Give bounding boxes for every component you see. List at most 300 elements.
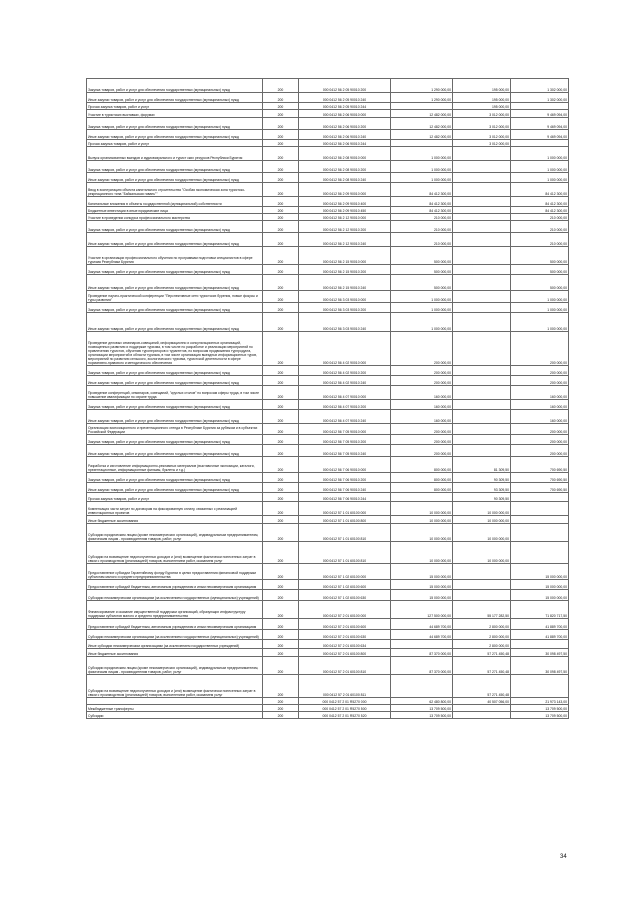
row-unexecuted-cell: 15 000 000,00 [511, 590, 569, 601]
row-name-cell: Проведение деловых семинаров-совещаний, информационно и консультационных организаций, посвященных развитию и поддержке туризма, в том числе по разработке и реализации мероприятий по привлечению туристов, обучению туроператоров и турагентов, по вопросам продвижения турпродукта, организации мероприятий в области туризма, в том числе организация выездных информационных туров, мероприятий по развитию сельского, экологического туризма, туристской деятельности в сфере нормативно-правового и методического обеспечения [87, 332, 263, 366]
row-name-cell: Иные закупки товаров, работ и услуг для обеспечения государственных (муниципальных) нужд [87, 233, 263, 247]
row-name-cell: Организация экспозиционного и презентационного стенда в Республике Бурятия за рубежом и в субъектах Российской Федерации [87, 424, 263, 435]
row-approved-cell: 84 412 300,00 [391, 207, 453, 214]
row-approved-cell: 1 000 000,00 [391, 173, 453, 183]
row-unexecuted-cell: 500 000,00 [511, 275, 569, 291]
row-executed-cell [453, 197, 511, 207]
row-kbk-cell: 000 0412 56 7 06 90010 240 [299, 483, 391, 493]
row-kbk-cell: 000 0412 56 2 08 90010 240 [299, 173, 391, 183]
row-name-cell: Прочая закупка товаров, работ и услуг [87, 103, 263, 110]
row-kbk-cell: 000 0412 56 2 12 90010 200 [299, 221, 391, 233]
row-unexecuted-cell: 200 000,00 [511, 445, 569, 457]
table-row [87, 197, 569, 207]
table-row [87, 619, 569, 630]
row-unexecuted-cell: 1 000 000,00 [511, 313, 569, 332]
row-name-cell: Разработка и изготовление информационно-рекламных материалов (выставочные экспозиции, каталоги, презентационные, информационные фильмы, буклеты и т.д.) [87, 457, 263, 473]
row-kbk-cell: 000 0412 57 1 02 60100 600 [299, 580, 391, 590]
row-approved-cell: 200 000,00 [391, 424, 453, 435]
table-row [87, 103, 569, 110]
row-approved-cell: 10 000 000,00 [391, 516, 453, 524]
row-unexecuted-cell [511, 516, 569, 524]
row-unexecuted-cell: 160 000,00 [511, 400, 569, 410]
row-unexecuted-cell [511, 640, 569, 649]
table-row [87, 79, 569, 93]
row-unexecuted-cell: 30 098 497,50 [511, 649, 569, 657]
row-code-cell: 200 [263, 483, 299, 493]
row-name-cell: Субсидии [87, 712, 263, 719]
row-approved-cell: 1 000 000,00 [391, 313, 453, 332]
row-unexecuted-cell: 1 000 000,00 [511, 173, 569, 183]
row-unexecuted-cell: 1 000 000,00 [511, 291, 569, 303]
row-executed-cell [453, 183, 511, 197]
row-executed-cell [453, 275, 511, 291]
row-approved-cell: 800 000,00 [391, 473, 453, 483]
table-row [87, 275, 569, 291]
row-unexecuted-cell: 200 000,00 [511, 332, 569, 366]
row-kbk-cell: 000 0412 56 4 02 90010 240 [299, 376, 391, 386]
row-unexecuted-cell: 160 000,00 [511, 410, 569, 424]
row-unexecuted-cell [511, 103, 569, 110]
row-executed-cell [453, 332, 511, 366]
row-unexecuted-cell [511, 502, 569, 516]
row-name-cell: Иные закупки товаров, работ и услуг для обеспечения государственных (муниципальных) нужд [87, 313, 263, 332]
row-executed-cell: 40 507 056,00 [453, 698, 511, 705]
row-unexecuted-cell: 1 302 000,00 [511, 79, 569, 93]
row-code-cell: 200 [263, 207, 299, 214]
table-row [87, 386, 569, 400]
row-name-cell: Закупка товаров, работ и услуг для обеспечения государственных (муниципальных) нужд [87, 265, 263, 275]
row-name-cell: Субсидии на возмещение недополученных доходов и (или) возмещение фактически понесенных затрат в связи с производством (реализацией) товаров, выполнением работ, оказанием услуг [87, 542, 263, 564]
row-unexecuted-cell: 700 690,50 [511, 483, 569, 493]
row-name-cell: Участие в проведении конкурса профессионального мастерства [87, 214, 263, 221]
row-name-cell: Участие в туристских выставках, форумах [87, 110, 263, 118]
row-approved-cell: 160 000,00 [391, 386, 453, 400]
row-unexecuted-cell: 71 820 717,50 [511, 601, 569, 619]
row-code-cell: 200 [263, 435, 299, 445]
row-executed-cell [453, 173, 511, 183]
table-row [87, 640, 569, 649]
row-code-cell: 200 [263, 130, 299, 140]
row-kbk-cell: 000 0412 56 2 05 90010 200 [299, 79, 391, 93]
table-row [87, 161, 569, 173]
row-name-cell: Иные закупки товаров, работ и услуг для обеспечения государственных (муниципальных) нужд [87, 410, 263, 424]
table-row [87, 303, 569, 313]
table-row [87, 516, 569, 524]
row-kbk-cell: 000 0412 56 2 05 90010 244 [299, 103, 391, 110]
table-row [87, 140, 569, 147]
table-row [87, 173, 569, 183]
row-executed-cell [453, 435, 511, 445]
row-code-cell: 200 [263, 542, 299, 564]
table-row [87, 649, 569, 657]
row-executed-cell [453, 564, 511, 580]
row-executed-cell [453, 712, 511, 719]
row-name-cell: Иные субсидии некоммерческим организациям (за исключением государственных учреждений) [87, 640, 263, 649]
table-row [87, 214, 569, 221]
row-name-cell: Субсидии некоммерческим организациям (за исключением государственных (муниципальных) учреждений) [87, 630, 263, 640]
row-code-cell: 200 [263, 247, 299, 265]
table-row [87, 233, 569, 247]
row-approved-cell: 200 000,00 [391, 366, 453, 376]
table-row [87, 118, 569, 130]
row-executed-cell [453, 424, 511, 435]
row-kbk-cell: 000 0412 56 2 15 90010 000 [299, 247, 391, 265]
row-name-cell: Межбюджетные трансферты [87, 705, 263, 712]
row-approved-cell: 1 000 000,00 [391, 161, 453, 173]
row-approved-cell: 13 709 500,00 [391, 705, 453, 712]
row-name-cell: Прочая закупка товаров, работ и услуг [87, 493, 263, 502]
row-code-cell: 200 [263, 197, 299, 207]
row-code-cell: 200 [263, 457, 299, 473]
row-unexecuted-cell: 210 000,00 [511, 214, 569, 221]
row-unexecuted-cell: 200 000,00 [511, 424, 569, 435]
row-code-cell: 200 [263, 173, 299, 183]
row-code-cell: 200 [263, 303, 299, 313]
row-executed-cell [453, 291, 511, 303]
row-kbk-cell: 000 0412 56 2 06 90010 240 [299, 130, 391, 140]
table-row [87, 580, 569, 590]
table-row [87, 221, 569, 233]
row-name-cell: Прочая закупка товаров, работ и услуг [87, 140, 263, 147]
row-kbk-cell: 000 0412 56 2 09 90010 450 [299, 207, 391, 214]
row-name-cell: Иные закупки товаров, работ и услуг для обеспечения государственных (муниципальных) нужд [87, 93, 263, 103]
row-executed-cell: 55 177 282,50 [453, 601, 511, 619]
row-approved-cell: 13 709 500,00 [391, 712, 453, 719]
table-row [87, 445, 569, 457]
row-code-cell: 200 [263, 502, 299, 516]
row-executed-cell [453, 705, 511, 712]
row-name-cell: Участие в организации профессионального обучения по программам подготовки специалистов в сфере туризма Республики Бурятия [87, 247, 263, 265]
row-name-cell: Иные бюджетные ассигнования [87, 649, 263, 657]
row-approved-cell: 200 000,00 [391, 435, 453, 445]
row-kbk-cell: 000 0412 56 7 05 90010 000 [299, 424, 391, 435]
row-kbk-cell: 000 0412 56 3 03 90010 000 [299, 291, 391, 303]
table-row [87, 705, 569, 712]
row-kbk-cell: 000 0412 56 3 03 90010 200 [299, 303, 391, 313]
row-name-cell: Закупка товаров, работ и услуг для обеспечения государственных (муниципальных) нужд [87, 366, 263, 376]
row-code-cell: 200 [263, 400, 299, 410]
row-code-cell: 200 [263, 183, 299, 197]
row-unexecuted-cell [511, 140, 569, 147]
row-code-cell: 200 [263, 524, 299, 542]
row-executed-cell [453, 580, 511, 590]
row-executed-cell [453, 386, 511, 400]
row-kbk-cell: 000 0412 57 1 01 60100 810 [299, 542, 391, 564]
row-approved-cell: 15 000 000,00 [391, 580, 453, 590]
row-code-cell: 200 [263, 221, 299, 233]
table-row [87, 435, 569, 445]
row-name-cell: Финансирование и оказание имущественной поддержки организаций, образующих инфраструктуру поддержки субъектов малого и среднего предпринимательства [87, 601, 263, 619]
row-unexecuted-cell: 200 000,00 [511, 376, 569, 386]
row-executed-cell: 57 271 450,48 [453, 649, 511, 657]
row-unexecuted-cell: 210 000,00 [511, 233, 569, 247]
row-approved-cell: 800 000,00 [391, 457, 453, 473]
row-executed-cell [453, 303, 511, 313]
row-name-cell: Иные бюджетные ассигнования [87, 516, 263, 524]
row-name-cell: Закупка товаров, работ и услуг для обеспечения государственных (муниципальных) нужд [87, 303, 263, 313]
row-code-cell: 200 [263, 712, 299, 719]
row-kbk-cell: 000 0412 56 2 09 90010 400 [299, 197, 391, 207]
row-kbk-cell: 000 0412 57 2 01 60100 811 [299, 675, 391, 698]
row-unexecuted-cell [511, 524, 569, 542]
row-approved-cell: 12 482 000,00 [391, 118, 453, 130]
table-row [87, 376, 569, 386]
row-executed-cell: 57 271 450,48 [453, 675, 511, 698]
row-unexecuted-cell: 500 000,00 [511, 265, 569, 275]
row-name-cell: Закупка товаров, работ и услуг для обеспечения государственных (муниципальных) нужд [87, 79, 263, 93]
row-kbk-cell: 000 0412 56 4 07 90010 200 [299, 400, 391, 410]
row-executed-cell [453, 207, 511, 214]
row-unexecuted-cell [511, 542, 569, 564]
row-kbk-cell: 000 0412 56 2 08 90010 000 [299, 147, 391, 161]
row-executed-cell: 3 012 000,00 [453, 118, 511, 130]
row-approved-cell: 200 000,00 [391, 376, 453, 386]
row-name-cell: Предоставление субсидий бюджетным, автономным учреждениям и иным некоммерческим организациям [87, 619, 263, 630]
row-code-cell: 200 [263, 147, 299, 161]
row-kbk-cell: 000 0412 56 2 12 90010 000 [299, 214, 391, 221]
row-kbk-cell: 000 0412 56 7 05 90010 200 [299, 435, 391, 445]
row-executed-cell: 10 000 000,00 [453, 516, 511, 524]
row-code-cell: 200 [263, 675, 299, 698]
table-row [87, 564, 569, 580]
row-code-cell: 200 [263, 118, 299, 130]
row-code-cell: 200 [263, 590, 299, 601]
row-code-cell: 200 [263, 473, 299, 483]
table-row [87, 542, 569, 564]
row-name-cell: Закупка товаров, работ и услуг для обеспечения государственных (муниципальных) нужд [87, 400, 263, 410]
row-kbk-cell: 000 0412 57 1 01 60100 810 [299, 524, 391, 542]
row-code-cell: 200 [263, 161, 299, 173]
row-name-cell [87, 698, 263, 705]
row-code-cell: 200 [263, 410, 299, 424]
row-approved-cell [391, 103, 453, 110]
row-approved-cell: 800 000,00 [391, 483, 453, 493]
row-kbk-cell: 000 0412 56 2 08 90010 200 [299, 161, 391, 173]
budget-table-sheet [86, 78, 568, 719]
table-row [87, 366, 569, 376]
row-approved-cell: 210 000,00 [391, 214, 453, 221]
row-unexecuted-cell: 210 000,00 [511, 221, 569, 233]
row-kbk-cell: 000 0412 57 2 01 R5270 520 [299, 712, 391, 719]
row-kbk-cell: 000 0412 57 1 02 60100 630 [299, 590, 391, 601]
row-name-cell: Закупка товаров, работ и услуг для обеспечения государственных (муниципальных) нужд [87, 221, 263, 233]
table-row [87, 247, 569, 265]
row-code-cell: 200 [263, 332, 299, 366]
row-unexecuted-cell: 84 412 300,00 [511, 183, 569, 197]
row-unexecuted-cell: 200 000,00 [511, 366, 569, 376]
row-name-cell: Компенсация части затрат по договорам на фиксированную оплату, связанных с реализацией инвестиционных проектов [87, 502, 263, 516]
row-name-cell: Выпуск организованных выездов и аудиовизуального и турист ских ресурсов Республики Бурятия [87, 147, 263, 161]
row-approved-cell: 12 482 000,00 [391, 130, 453, 140]
row-approved-cell: 87 370 000,00 [391, 649, 453, 657]
row-approved-cell: 84 412 300,00 [391, 183, 453, 197]
table-row [87, 130, 569, 140]
row-executed-cell: 3 012 000,00 [453, 110, 511, 118]
row-executed-cell: 195 000,00 [453, 79, 511, 93]
row-kbk-cell: 000 0412 56 2 09 90010 000 [299, 183, 391, 197]
row-approved-cell: 44 689 700,00 [391, 630, 453, 640]
table-row [87, 493, 569, 502]
row-code-cell: 200 [263, 233, 299, 247]
row-unexecuted-cell: 84 412 300,00 [511, 207, 569, 214]
row-unexecuted-cell: 1 000 000,00 [511, 303, 569, 313]
row-name-cell: Закупка товаров, работ и услуг для обеспечения государственных (муниципальных) нужд [87, 118, 263, 130]
row-executed-cell [453, 161, 511, 173]
row-unexecuted-cell: 41 889 700,00 [511, 630, 569, 640]
budget-execution-table [86, 78, 569, 719]
row-kbk-cell: 000 0412 56 2 12 90010 240 [299, 233, 391, 247]
row-approved-cell: 87 370 000,00 [391, 657, 453, 675]
row-approved-cell: 210 000,00 [391, 221, 453, 233]
row-kbk-cell: 000 0412 56 7 06 90010 244 [299, 493, 391, 502]
row-code-cell: 200 [263, 110, 299, 118]
row-executed-cell: 90 309,50 [453, 493, 511, 502]
row-name-cell: Иные закупки товаров, работ и услуг для обеспечения государственных (муниципальных) нужд [87, 376, 263, 386]
row-name-cell: Закупка товаров, работ и услуг для обеспечения государственных (муниципальных) нужд [87, 161, 263, 173]
row-kbk-cell: 000 0412 56 2 06 90010 200 [299, 118, 391, 130]
table-row [87, 313, 569, 332]
row-executed-cell [453, 376, 511, 386]
table-row [87, 400, 569, 410]
table-row [87, 93, 569, 103]
row-unexecuted-cell: 41 889 700,00 [511, 619, 569, 630]
table-row [87, 502, 569, 516]
table-row [87, 473, 569, 483]
row-executed-cell: 10 000 000,00 [453, 524, 511, 542]
row-unexecuted-cell [511, 675, 569, 698]
row-executed-cell [453, 147, 511, 161]
table-row [87, 424, 569, 435]
row-kbk-cell: 000 0412 56 2 05 90010 240 [299, 93, 391, 103]
row-approved-cell: 210 000,00 [391, 233, 453, 247]
row-executed-cell: 2 800 000,00 [453, 640, 511, 649]
row-unexecuted-cell [511, 493, 569, 502]
row-kbk-cell: 000 0412 56 4 07 90010 000 [299, 386, 391, 400]
row-kbk-cell: 000 0412 56 4 07 90010 240 [299, 410, 391, 424]
row-approved-cell: 10 000 000,00 [391, 524, 453, 542]
table-row [87, 657, 569, 675]
row-name-cell: Закупка товаров, работ и услуг для обеспечения государственных (муниципальных) нужд [87, 435, 263, 445]
row-executed-cell: 10 000 000,00 [453, 502, 511, 516]
row-code-cell: 200 [263, 386, 299, 400]
row-code-cell: 200 [263, 649, 299, 657]
row-executed-cell [453, 313, 511, 332]
row-kbk-cell: 000 0412 56 2 15 90010 200 [299, 265, 391, 275]
row-kbk-cell: 000 0412 57 2 01 R5270 500 [299, 705, 391, 712]
row-approved-cell [391, 675, 453, 698]
row-code-cell: 200 [263, 630, 299, 640]
row-unexecuted-cell: 9 469 094,00 [511, 130, 569, 140]
row-name-cell: Иные закупки товаров, работ и услуг для обеспечения государственных (муниципальных) нужд [87, 130, 263, 140]
row-executed-cell [453, 221, 511, 233]
row-kbk-cell: 000 0412 56 4 02 90010 000 [299, 332, 391, 366]
row-name-cell: Закупка товаров, работ и услуг для обеспечения государственных (муниципальных) нужд [87, 473, 263, 483]
table-row [87, 410, 569, 424]
row-executed-cell [453, 590, 511, 601]
row-approved-cell: 500 000,00 [391, 275, 453, 291]
row-kbk-cell: 000 0412 56 3 03 90010 240 [299, 313, 391, 332]
table-row [87, 524, 569, 542]
row-name-cell: Субсидии юридическим лицам (кроме некоммерческих организаций), индивидуальным предпринимателям, физическим лицам - производителям товаров, работ, услуг [87, 524, 263, 542]
row-kbk-cell: 000 0412 57 1 01 60100 000 [299, 502, 391, 516]
row-approved-cell: 160 000,00 [391, 400, 453, 410]
table-row [87, 183, 569, 197]
row-unexecuted-cell: 1 000 000,00 [511, 147, 569, 161]
row-unexecuted-cell: 13 709 500,00 [511, 712, 569, 719]
row-name-cell: Субсидии на возмещение недополученных доходов и (или) возмещение фактически понесенных затрат в связи с производством (реализацией) товаров, выполнением работ, оказанием услуг [87, 675, 263, 698]
row-unexecuted-cell: 84 412 300,00 [511, 197, 569, 207]
row-code-cell: 200 [263, 516, 299, 524]
row-kbk-cell: 000 0412 56 2 06 90010 244 [299, 140, 391, 147]
row-executed-cell: 3 012 000,00 [453, 140, 511, 147]
row-name-cell: Иные закупки товаров, работ и услуг для обеспечения государственных (муниципальных) нужд [87, 173, 263, 183]
row-kbk-cell: 000 0412 57 2 01 60100 600 [299, 619, 391, 630]
row-approved-cell: 200 000,00 [391, 332, 453, 366]
row-kbk-cell: 000 0412 56 7 06 90010 000 [299, 457, 391, 473]
row-code-cell: 200 [263, 313, 299, 332]
row-kbk-cell: 000 0412 57 1 02 60100 000 [299, 564, 391, 580]
row-executed-cell [453, 233, 511, 247]
row-code-cell: 200 [263, 265, 299, 275]
row-unexecuted-cell: 13 709 500,00 [511, 705, 569, 712]
row-executed-cell: 90 309,50 [453, 473, 511, 483]
row-approved-cell: 1 000 000,00 [391, 291, 453, 303]
row-code-cell: 200 [263, 291, 299, 303]
row-code-cell: 200 [263, 580, 299, 590]
row-unexecuted-cell: 160 000,00 [511, 386, 569, 400]
row-code-cell: 200 [263, 140, 299, 147]
row-unexecuted-cell: 15 000 000,00 [511, 580, 569, 590]
row-kbk-cell: 000 0412 57 2 01 60100 634 [299, 640, 391, 649]
row-name-cell: Иные закупки товаров, работ и услуг для обеспечения государственных (муниципальных) нужд [87, 483, 263, 493]
row-unexecuted-cell: 9 469 094,00 [511, 110, 569, 118]
table-row [87, 698, 569, 705]
row-kbk-cell: 000 0412 57 1 01 60100 800 [299, 516, 391, 524]
row-code-cell: 200 [263, 698, 299, 705]
row-code-cell: 200 [263, 493, 299, 502]
table-row [87, 332, 569, 366]
row-kbk-cell: 000 0412 56 7 05 90010 240 [299, 445, 391, 457]
row-code-cell: 200 [263, 657, 299, 675]
table-row [87, 147, 569, 161]
row-executed-cell: 2 800 000,00 [453, 630, 511, 640]
table-row [87, 630, 569, 640]
row-unexecuted-cell: 21 973 143,00 [511, 698, 569, 705]
row-name-cell: Капитальные вложения в объекты государственной (муниципальной) собственности [87, 197, 263, 207]
row-approved-cell: 12 482 000,00 [391, 110, 453, 118]
row-name-cell: Проведение научно-практической конференции "Перспективные сети туристских бурения, новые фокусы и туры развития" [87, 291, 263, 303]
row-executed-cell [453, 265, 511, 275]
row-executed-cell: 2 800 000,00 [453, 619, 511, 630]
row-name-cell: Предоставление субсидий бюджетным, автономным учреждениям и иным некоммерческим организациям [87, 580, 263, 590]
table-row [87, 110, 569, 118]
table-row [87, 207, 569, 214]
row-approved-cell [391, 140, 453, 147]
table-row [87, 483, 569, 493]
row-name-cell: Ввод в эксплуатацию объекта капитального строительства "Особая экономическая зона туристско-рекреационного типа "Байкальская гавань"" [87, 183, 263, 197]
row-approved-cell: 10 000 000,00 [391, 502, 453, 516]
row-executed-cell [453, 214, 511, 221]
table-row [87, 291, 569, 303]
row-code-cell: 200 [263, 424, 299, 435]
row-approved-cell: 1 000 000,00 [391, 147, 453, 161]
row-executed-cell [453, 247, 511, 265]
row-unexecuted-cell: 15 000 000,00 [511, 564, 569, 580]
row-executed-cell: 10 000 000,00 [453, 542, 511, 564]
row-name-cell: Иные закупки товаров, работ и услуг для обеспечения государственных (муниципальных) нужд [87, 445, 263, 457]
table-row [87, 590, 569, 601]
row-unexecuted-cell: 500 000,00 [511, 247, 569, 265]
